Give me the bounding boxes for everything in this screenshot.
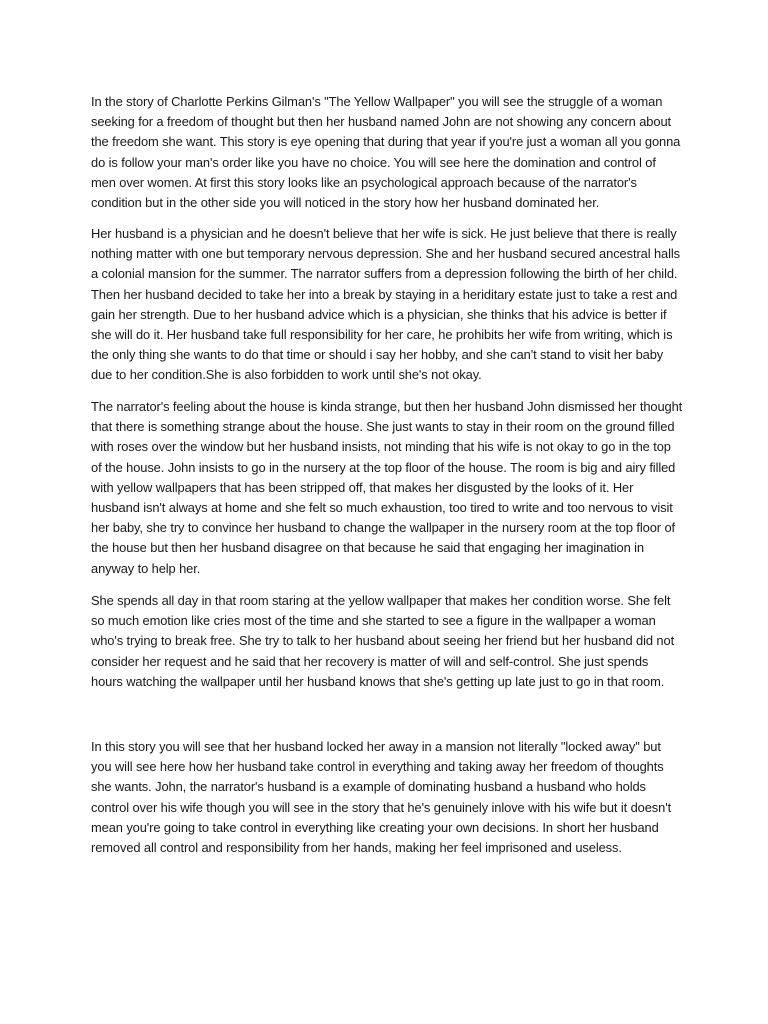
paragraph-2: Her husband is a physician and he doesn't believe that her wife is sick. He just believe that there is really nothing matter with one but temporary nervous depression. She and her husband secured ancestral halls a colonial mansion for the summer. The narrator suffers from a depression following the birth of her child. Then her husband decided to take her into a break by staying in a heriditary estate just to take a rest and gain her strength. Due to her husband advice which is a physician, she thinks that his advice is better if she will do it. Her husband take full responsibility for her care, he prohibits her wife from writing, which is the only thing she wants to do that time or should i say her hobby, and she can't stand to visit her baby due to her condition.She is also forbidden to work until she's not okay. xyxy=(91,226,680,383)
paragraph-1: In the story of Charlotte Perkins Gilman's "The Yellow Wallpaper" you will see the struggle of a woman seeking for a freedom of thought but then her husband named John are not showing any concern about the freedom she want. This story is eye opening that during that year if you're just a woman all you gonna do is follow your man's order like you have no choice. You will see here the domination and control of men over women. At first this story looks like an psychological approach because of the narrator's condition but in the other side you will noticed in the story how her husband dominated her. xyxy=(91,94,681,211)
paragraph-4: She spends all day in that room staring at the yellow wallpaper that makes her condition worse. She felt so much emotion like cries most of the time and she started to see a figure in the wallpaper a woman who's trying to break free. She try to talk to her husband about seeing her friend but her husband did not consider her request and he said that her recovery is matter of will and self-control. She just spends hours watching the wallpaper until her husband knows that she's getting up late just to go in that room. xyxy=(91,593,675,689)
paragraph-5: In this story you will see that her husband locked her away in a mansion not literally "locked away" but you will see here how her husband take control in everything and taking away her freedom of thoughts she wants. John, the narrator's husband is a example of dominating husband a husband who holds control over his wife though you will see in the story that he's genuinely inlove with his wife but it doesn't mean you're going to take control in everything like creating your own decisions. In short her husband removed all control and responsibility from her hands, making her feel imprisoned and useless. xyxy=(91,739,672,856)
paragraph-3: The narrator's feeling about the house is kinda strange, but then her husband John dismissed her thought that there is something strange about the house. She just wants to stay in their room on the ground filled with roses over the window but her husband insists, not minding that his wife is not okay to go in the top of the house. John insists to go in the nursery at the top floor of the house. The room is big and airy filled with yellow wallpapers that has been stripped off, that makes her disgusted by the looks of it. Her husband isn't always at home and she felt so much exhaustion, too tired to write and too nervous to visit her baby, she try to convince her husband to change the wallpaper in the nursery room at the top floor of the house but then her husband disagree on that because he said that engaging her imagination in anyway to help her. xyxy=(91,399,683,576)
